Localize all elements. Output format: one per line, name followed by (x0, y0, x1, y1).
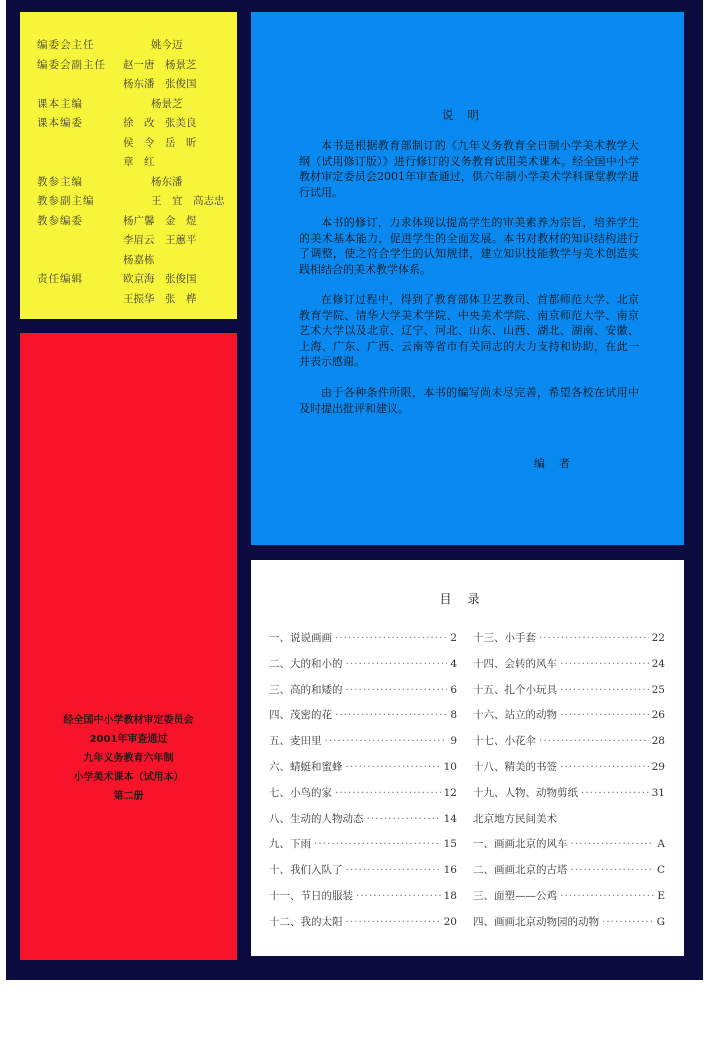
toc-item-page: 14 (443, 812, 457, 825)
toc-item[interactable] (269, 811, 457, 826)
editorial-names: 侯 令 岳 昕 (123, 136, 197, 149)
toc-item[interactable] (269, 733, 457, 748)
approval-panel (20, 333, 237, 960)
toc-item-title: 十四、会转的风车 (473, 657, 557, 670)
toc-leader-dots (560, 658, 649, 670)
editorial-row (37, 272, 197, 286)
editorial-row (37, 253, 155, 267)
toc-leader-dots (335, 709, 447, 721)
toc-item-page: 16 (443, 864, 457, 877)
notes-title: 说明 (442, 108, 493, 122)
toc-item-page: 26 (651, 709, 665, 722)
editorial-role: 课本主编 (37, 97, 83, 110)
toc-item[interactable] (473, 914, 665, 929)
toc-item-page: 4 (450, 657, 457, 670)
editorial-names: 欧京海 张俊国 (123, 273, 197, 285)
editorial-row (37, 77, 197, 91)
editorial-role: 教参主编 (37, 175, 83, 188)
toc-title: 目录 (439, 592, 496, 606)
toc-item[interactable] (473, 759, 665, 774)
editorial-names: 徐 改 张美良 (123, 117, 197, 129)
editorial-names: 王 宜 高志忠 (151, 195, 225, 207)
toc-leader-dots (346, 916, 441, 928)
toc-item-title: 七、小鸟的家 (269, 786, 332, 799)
toc-item-page: 9 (450, 735, 457, 748)
toc-leader-dots (539, 632, 649, 644)
toc-item-page: 31 (651, 786, 665, 799)
toc-leader-dots (560, 890, 654, 902)
editorial-role: 教参编委 (37, 214, 83, 227)
editorial-names: 杨景芝 (151, 97, 183, 110)
toc-leader-dots (581, 787, 649, 799)
toc-item-title: 十三、小手套 (473, 632, 536, 644)
editorial-row (37, 116, 197, 130)
toc-item-title: 四、茂密的花 (269, 709, 332, 722)
toc-leader-dots (602, 916, 654, 928)
toc-item[interactable] (269, 656, 457, 671)
toc-item-page: E (657, 890, 665, 902)
toc-leader-dots (346, 761, 441, 773)
toc-leader-dots (314, 838, 441, 850)
toc-item-title: 三、面塑——公鸡 (473, 890, 557, 902)
editorial-names: 杨嘉栋 (123, 253, 155, 266)
toc-item-title: 十一、节日的服装 (269, 890, 353, 902)
toc-item[interactable] (473, 862, 665, 877)
editorial-row (37, 292, 197, 306)
editorial-names: 姚今迈 (151, 39, 183, 51)
toc-item[interactable] (269, 759, 457, 774)
toc-item-page: 6 (450, 683, 457, 696)
toc-leader-dots (346, 864, 441, 876)
toc-item-page: 25 (651, 683, 665, 696)
editorial-row (37, 136, 197, 150)
editorial-row (37, 97, 183, 111)
toc-item[interactable] (269, 888, 457, 903)
toc-item-title: 十五、扎个小玩具 (473, 683, 557, 696)
toc-leader-dots (335, 787, 441, 799)
editorial-names: 王振华 张 桦 (123, 292, 197, 305)
toc-item-page: 29 (651, 761, 665, 773)
toc-item-title: 六、蜻蜓和蜜蜂 (269, 761, 343, 773)
toc-item-title: 十、我们入队了 (269, 864, 343, 877)
editorial-role: 课本编委 (37, 117, 83, 129)
approval-line: 九年义务教育六年制 (83, 753, 174, 764)
toc-item-page: 12 (443, 786, 457, 799)
toc-section-heading: 北京地方民间美术 (473, 812, 557, 825)
notes-paragraph: 由于各种条件所限，本书的编写尚未尽完善，希望各校在试用中及时提出批评和建议。 (299, 386, 639, 415)
editorial-row (37, 214, 197, 228)
editorial-role: 教参副主编 (37, 195, 95, 207)
toc-item-page: A (657, 838, 665, 851)
editorial-row (37, 38, 183, 52)
toc-item[interactable] (473, 785, 665, 800)
toc-item-page: 20 (443, 915, 457, 928)
editorial-row (37, 58, 197, 72)
toc-leader-dots (560, 709, 649, 721)
editorial-row (37, 155, 155, 169)
toc-item-title: 三、高的和矮的 (269, 683, 343, 696)
editorial-row (37, 175, 183, 189)
toc-item[interactable] (269, 785, 457, 800)
toc-item-page: 2 (450, 632, 457, 644)
notes-paragraph: 在修订过程中，得到了教育部体卫艺教司、首都师范大学、北京教育学院、清华大学美术学院、中央美术学院、南京师范大学、南京艺术大学以及北京、辽宁、河北、山东、山西、湖北、湖南、安徽、上海、广东、广西、云南等省市有关同志的大力支持和协助，在此一并表示感谢。 (299, 293, 639, 368)
toc-item[interactable] (473, 656, 665, 671)
toc-item-page: 28 (651, 735, 665, 748)
toc-leader-dots (346, 658, 448, 670)
toc-item[interactable] (473, 888, 665, 903)
toc-item-title: 一、说说画画 (269, 632, 332, 644)
toc-item[interactable] (473, 836, 665, 851)
toc-leader-dots (335, 632, 447, 644)
toc-leader-dots (539, 735, 649, 747)
editorial-names: 杨东潘 (151, 175, 183, 188)
toc-item-title: 二、大的和小的 (269, 657, 343, 670)
toc-item-title: 二、画画北京的古塔 (473, 864, 568, 877)
editorial-row (37, 233, 197, 247)
toc-item[interactable] (473, 707, 665, 722)
toc-item-page: C (656, 864, 665, 877)
toc-item-page: 18 (443, 890, 457, 902)
toc-item-title: 十六、站立的动物 (473, 709, 557, 722)
toc-item[interactable] (269, 862, 457, 877)
approval-line: 第二册 (113, 791, 144, 802)
notes-paragraph: 本书是根据教育部制订的《九年义务教育全日制小学美术教学大纲（试用修订版）》进行修订的义务教育试用美术课本。经全国中小学教材审定委员会2001年审查通过，供六年制小学美术学科课堂教学进行试用。 (299, 139, 639, 199)
approval-line: 小学美术课本（试用本） (73, 772, 184, 783)
editorial-names: 杨东潘 张俊国 (123, 78, 197, 90)
toc-leader-dots (325, 735, 448, 747)
toc-leader-dots (356, 890, 441, 902)
toc-item-title: 四、画画北京动物园的动物 (473, 915, 599, 928)
toc-leader-dots (571, 864, 654, 876)
toc-item[interactable] (269, 707, 457, 722)
toc-item-page: 10 (443, 761, 457, 773)
toc-leader-dots (346, 684, 448, 696)
toc-item-title: 八、生动的人物动态 (269, 812, 364, 825)
toc-item[interactable] (269, 630, 457, 645)
table-of-contents (251, 560, 684, 956)
editorial-role: 编委会副主任 (37, 58, 106, 71)
toc-item[interactable] (473, 630, 665, 645)
toc-item[interactable] (473, 682, 665, 697)
toc-leader-dots (367, 813, 441, 825)
approval-line: 经全国中小学教材审定委员会 (63, 715, 194, 726)
editorial-names: 赵一唐 杨景芝 (123, 58, 197, 71)
notes-paragraph: 本书的修订，力求体现以提高学生的审美素养为宗旨，培养学生的美术基本能力，促进学生的全面发展。本书对教材的知识结构进行了调整，使之符合学生的认知规律，建立知识技能教学与美术创造实践相结合的美术教学体系。 (299, 216, 639, 276)
approval-line: 2001年审查通过 (89, 734, 168, 745)
toc-leader-dots (571, 838, 655, 850)
toc-leader-dots (560, 684, 649, 696)
toc-item-title: 一、画画北京的风车 (473, 838, 568, 851)
toc-item-page: G (656, 915, 665, 928)
toc-item[interactable] (473, 733, 665, 748)
toc-item-title: 九、下雨 (269, 838, 311, 851)
editorial-names: 杨广馨 金 煜 (123, 214, 197, 227)
notes-signature: 编者 (534, 457, 584, 470)
editorial-role: 编委会主任 (37, 39, 95, 51)
editorial-names: 李眉云 王蕙平 (123, 234, 197, 246)
toc-item-title: 十九、人物、动物剪纸 (473, 786, 578, 799)
toc-item[interactable] (269, 836, 457, 851)
editorial-role: 责任编辑 (37, 273, 83, 285)
toc-item-page: 15 (443, 838, 457, 851)
editorial-row (37, 194, 225, 208)
toc-item[interactable] (269, 914, 457, 929)
toc-item[interactable] (269, 682, 457, 697)
toc-item-page: 8 (450, 709, 457, 722)
toc-item-title: 十八、精美的书签 (473, 761, 557, 773)
editorial-names: 章 红 (123, 156, 155, 168)
toc-item-page: 24 (651, 657, 665, 670)
toc-item-title: 十七、小花伞 (473, 735, 536, 748)
editorial-board-panel (20, 12, 237, 319)
toc-leader-dots (560, 761, 649, 773)
toc-item-title: 十二、我的太阳 (269, 915, 343, 928)
toc-item-title: 五、麦田里 (269, 735, 322, 748)
notes-panel (251, 12, 684, 545)
toc-item-page: 22 (651, 632, 665, 644)
